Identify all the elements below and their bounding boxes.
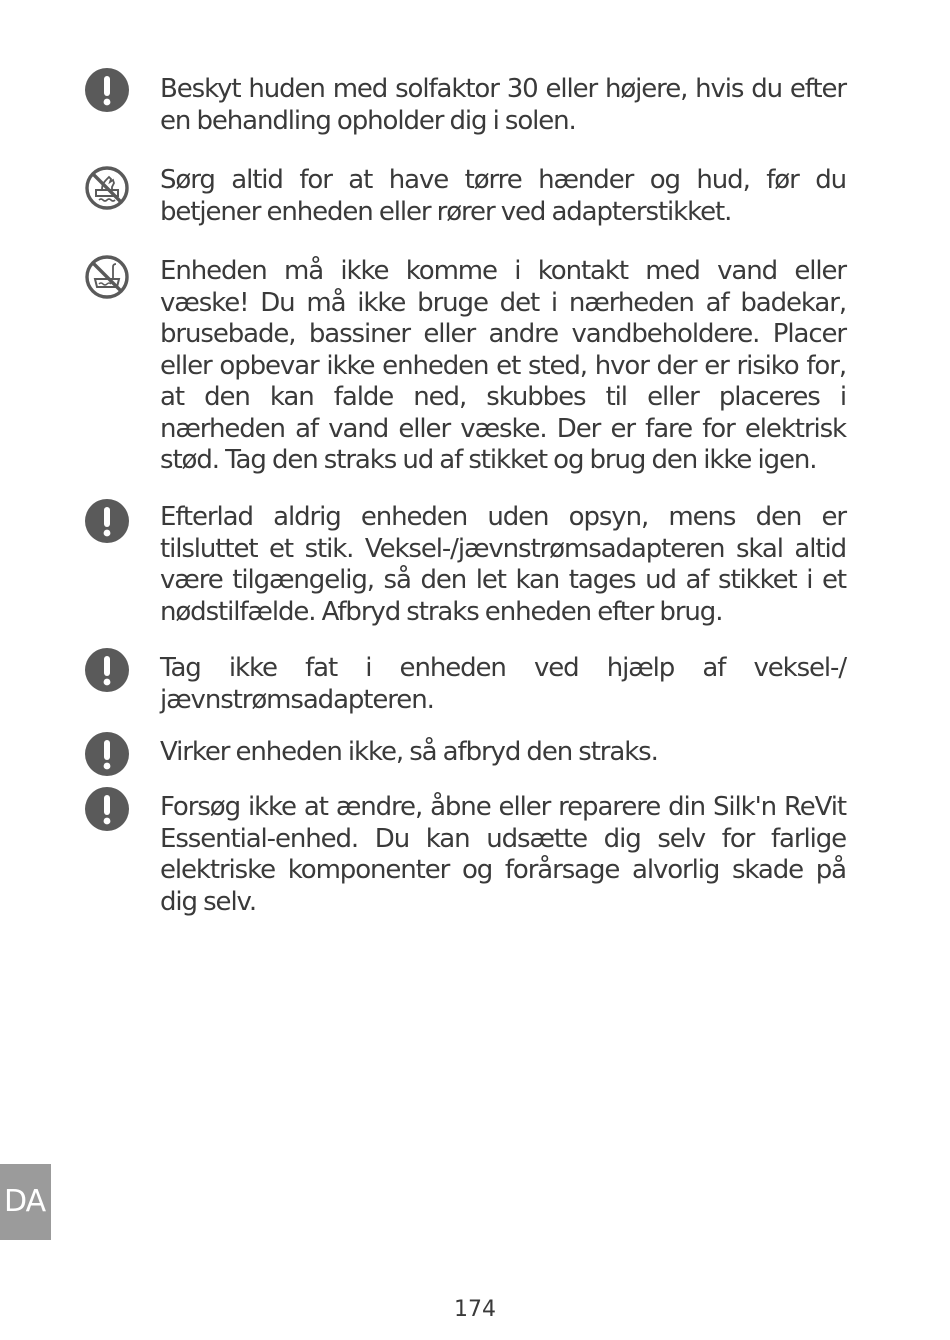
warning-text-4: Efterlad aldrig enheden uden opsyn, mens den er tilsluttet et stik. Veksel-/jævnstrømsadapteren skal altid være tilgængelig, så den let kan tages ud af stikket i et nødstilfælde. Afbryd straks enheden efter brug. [160, 502, 846, 627]
no-bathtub-icon [85, 255, 129, 299]
exclamation-icon [85, 787, 129, 831]
warning-text-2: Sørg altid for at have tørre hænder og hud, før du betjener enheden eller rører ved adapterstikket. [160, 165, 846, 227]
warning-text-3: Enheden må ikke komme i kontakt med vand eller væske! Du må ikke bruge det i nærheden af badekar, brusebade, bassiner eller andre vandbeholdere. Placer eller opbevar ikke enheden et sted, hvor der er risiko for, at den kan falde ned, skubbes til eller placeres i nærheden af vand eller væske. Der er fare for elektrisk stød. Tag den straks ud af stikket og brug den ikke igen. [160, 256, 846, 475]
exclamation-icon [85, 648, 129, 692]
language-tab-label: DA [4, 1184, 46, 1219]
no-wet-hands-icon [85, 166, 129, 210]
warning-text-7: Forsøg ikke at ændre, åbne eller reparere din Silk'n ReVit Essential-enhed. Du kan udsætte dig selv for farlige elektriske komponenter og forårsage alvorlig skade på dig selv. [160, 792, 846, 917]
warning-text-6: Virker enheden ikke, så afbryd den straks. [160, 737, 658, 767]
warning-text-1: Beskyt huden med solfaktor 30 eller højere, hvis du efter en behandling opholder dig i solen. [160, 74, 846, 136]
page-number: 174 [454, 1297, 496, 1322]
language-tab [0, 1164, 51, 1240]
exclamation-icon [85, 499, 129, 543]
exclamation-icon [85, 68, 129, 112]
warning-text-5: Tag ikke fat i enheden ved hjælp af veksel-/ jævnstrømsadapteren. [160, 653, 846, 715]
exclamation-icon [85, 732, 129, 776]
